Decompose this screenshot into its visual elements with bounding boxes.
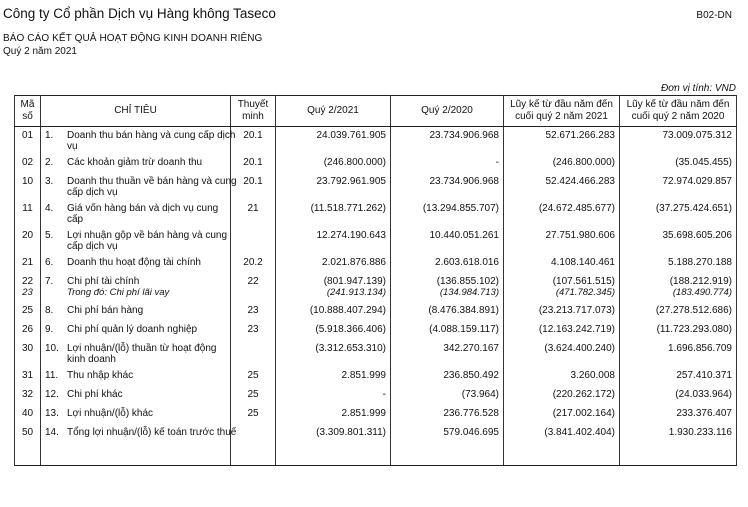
sub-ytd_2021: (471.782.345): [555, 286, 615, 298]
table-row: [15, 154, 737, 173]
row-code: 02: [21, 156, 34, 168]
value-q2-2021: 2.021.876.886: [322, 256, 386, 268]
row-label: Chi phí quản lý doanh nghiệp: [67, 323, 198, 335]
value-ytd-2021: 27.751.980.606: [545, 229, 615, 241]
value-ytd-2020: 233.376.407: [676, 407, 732, 419]
value-q2-2021: (10.888.407.294): [309, 304, 386, 316]
row-note: 20.1: [243, 175, 263, 187]
header-q2-2021: Quý 2/2021: [276, 96, 391, 127]
table-row: [15, 424, 737, 466]
value-ytd-2021: 3.260.008: [570, 369, 615, 381]
value-ytd-2020: 35.698.605.206: [662, 229, 732, 241]
row-number: 6.: [45, 256, 54, 268]
value-ytd-2021: 52.424.466.283: [545, 175, 615, 187]
row-code: 25: [21, 304, 34, 316]
company-name: Công ty Cổ phần Dịch vụ Hàng không Taseco: [3, 6, 276, 21]
value-q2-2021: -: [382, 388, 386, 400]
value-q2-2021: (3.309.801.311): [316, 426, 386, 438]
value-ytd-2021: (246.800.000): [552, 156, 615, 168]
row-note: 20.1: [243, 130, 263, 141]
value-ytd-2020: 72.974.029.857: [662, 175, 732, 187]
value-ytd-2020: 1.930.233.116: [668, 426, 732, 438]
value-q2-2021: 2.851.999: [341, 369, 386, 381]
row-label: Chi phí tài chính: [67, 275, 140, 287]
value-q2-2021: 23.792.961.905: [316, 175, 386, 187]
row-code: 11: [22, 202, 33, 214]
row-number: 9.: [45, 323, 54, 335]
table-row: [15, 405, 737, 424]
value-q2-2021: 24.039.761.905: [316, 130, 386, 141]
value-q2-2021: (246.800.000): [323, 156, 386, 168]
row-number: 14.: [45, 426, 59, 438]
value-q2-2020: -: [495, 156, 499, 168]
value-ytd-2020: (37.275.424.651): [655, 202, 732, 214]
row-code: 50: [21, 426, 34, 438]
row-label: Các khoản giảm trừ doanh thu: [67, 156, 203, 168]
row-number: 4.: [45, 202, 54, 214]
sub-code: 23: [22, 286, 33, 298]
value-q2-2020: 236.850.492: [443, 369, 499, 381]
value-ytd-2020: (27.278.512.686): [655, 304, 732, 316]
table-row: [15, 173, 737, 200]
value-ytd-2021: 4.108.140.461: [551, 256, 615, 268]
row-code: 20: [21, 229, 34, 241]
header-q2-2020: Quý 2/2020: [391, 96, 504, 127]
row-label: Chi phí khác: [67, 388, 123, 400]
value-q2-2021: (5.918.366.406): [315, 323, 386, 335]
form-code: B02-DN: [696, 10, 732, 21]
row-label: Tổng lợi nhuận/(lỗ) kế toán trước thuế: [67, 426, 237, 438]
row-code: 40: [21, 407, 34, 419]
value-ytd-2021: (12.163.242.719): [538, 323, 615, 335]
row-code: 32: [21, 388, 34, 400]
table-row: [15, 200, 737, 227]
row-note: 20.1: [243, 156, 263, 168]
table-row: [15, 127, 737, 154]
value-q2-2021: (11.518.771.262): [310, 202, 386, 214]
report-period: Quý 2 năm 2021: [3, 46, 77, 57]
value-ytd-2021: (220.262.172): [552, 388, 615, 400]
row-note: 20.2: [243, 256, 263, 268]
sub-q2_2021: (241.913.134): [326, 286, 386, 298]
sub-ytd_2020: (183.490.774): [672, 286, 732, 298]
row-label: Doanh thu thuần về bán hàng và cung cấp dịch vụ: [67, 175, 237, 198]
value-q2-2020: (8.476.384.891): [428, 304, 499, 316]
row-number: 7.: [45, 275, 54, 287]
row-code: 30: [21, 342, 34, 354]
currency-unit: Đơn vị tính: VND: [661, 83, 736, 94]
value-q2-2020: (73.964): [461, 388, 499, 400]
row-number: 2.: [45, 156, 54, 168]
value-q2-2020: 2.603.618.016: [435, 256, 499, 268]
row-code: 21: [21, 256, 34, 268]
header-note: Thuyết minh: [231, 96, 276, 127]
row-note: 25: [247, 407, 259, 419]
table-header-row: [15, 96, 737, 127]
value-ytd-2020: 257.410.371: [676, 369, 732, 381]
table-row: [15, 302, 737, 321]
value-ytd-2021: (107.561.515): [552, 275, 615, 287]
row-label: Giá vốn hàng bán và dịch vụ cung cấp: [67, 202, 219, 225]
value-ytd-2021: (3.624.400.240): [544, 342, 615, 354]
header-ytd-2021: Lũy kế từ đầu năm đến cuối quý 2 năm 2021: [504, 96, 620, 127]
table-row: [15, 340, 737, 367]
row-number: 12.: [45, 388, 59, 400]
income-statement-table: [14, 95, 737, 466]
value-ytd-2021: (24.672.485.677): [538, 202, 615, 214]
row-note: 23: [247, 304, 259, 316]
value-ytd-2020: (24.033.964): [675, 388, 732, 400]
value-q2-2020: 23.734.906.968: [429, 175, 499, 187]
value-q2-2020: (136.855.102): [436, 275, 499, 287]
row-number: 10.: [45, 342, 59, 354]
row-number: 11.: [45, 369, 59, 381]
report-title: BÁO CÁO KẾT QUẢ HOẠT ĐỘNG KINH DOANH RIÊNG: [3, 33, 263, 44]
row-label: Doanh thu bán hàng và cung cấp dịch vụ: [67, 130, 236, 152]
row-label: Lợi nhuận/(lỗ) thuần từ hoạt động kinh doanh: [67, 342, 217, 365]
row-note: 22: [247, 275, 259, 287]
row-number: 3.: [45, 175, 54, 187]
row-number: 13.: [45, 407, 59, 419]
sub-q2_2020: (134.984.713): [439, 286, 499, 298]
value-q2-2020: 342.270.167: [443, 342, 499, 354]
row-label: Thu nhập khác: [67, 369, 134, 381]
row-label: Chi phí bán hàng: [67, 304, 144, 316]
value-ytd-2021: (3.841.402.404): [544, 426, 615, 438]
table-row: [15, 367, 737, 386]
header-ytd-2020: Lũy kế từ đầu năm đến cuối quý 2 năm 2020: [620, 96, 737, 127]
value-q2-2020: 10.440.051.261: [429, 229, 499, 241]
row-label: Lợi nhuận/(lỗ) khác: [67, 407, 154, 419]
table-row: [15, 321, 737, 340]
row-number: 5.: [45, 229, 54, 241]
row-label: Lợi nhuận gộp về bán hàng và cung cấp dịch vụ: [67, 229, 228, 252]
table-row: [15, 254, 737, 273]
row-note: 23: [247, 323, 259, 335]
row-note: 25: [247, 369, 259, 381]
row-label: Doanh thu hoạt động tài chính: [67, 256, 201, 268]
value-q2-2021: (3.312.653.310): [315, 342, 386, 354]
row-code: 10: [21, 175, 34, 187]
row-note: 21: [247, 202, 259, 214]
value-ytd-2020: (188.212.919): [669, 275, 732, 287]
row-number: 8.: [45, 304, 54, 316]
row-code: 01: [21, 130, 34, 141]
row-note: 25: [247, 388, 259, 400]
value-ytd-2020: 5.188.270.188: [668, 256, 732, 268]
value-ytd-2021: 52.671.266.283: [545, 130, 615, 141]
table-row: [15, 227, 737, 254]
value-q2-2020: 23.734.906.968: [429, 130, 499, 141]
header-code: Mã số: [15, 96, 41, 127]
row-code: 31: [21, 369, 34, 381]
value-q2-2021: 12.274.190.643: [316, 229, 386, 241]
row-number: 1.: [45, 130, 54, 141]
value-ytd-2020: 73.009.075.312: [662, 130, 732, 141]
table-row: [15, 273, 737, 302]
sub-label: Trong đó: Chi phí lãi vay: [67, 286, 170, 298]
value-ytd-2020: (11.723.293.080): [656, 323, 732, 335]
value-ytd-2021: (217.002.164): [552, 407, 615, 419]
value-q2-2020: 579.046.695: [443, 426, 499, 438]
value-q2-2021: (801.947.139): [323, 275, 386, 287]
value-q2-2020: (13.294.855.707): [422, 202, 499, 214]
table-row: [15, 386, 737, 405]
value-ytd-2020: 1.696.856.709: [668, 342, 732, 354]
row-code: 26: [21, 323, 34, 335]
value-q2-2021: 2.851.999: [341, 407, 386, 419]
header-indicator: CHỈ TIÊU: [41, 96, 231, 127]
value-q2-2020: (4.088.159.117): [429, 323, 499, 335]
value-q2-2020: 236.776.528: [443, 407, 499, 419]
value-ytd-2020: (35.045.455): [675, 156, 732, 168]
value-ytd-2021: (23.213.717.073): [538, 304, 615, 316]
row-code: 22: [21, 275, 34, 287]
